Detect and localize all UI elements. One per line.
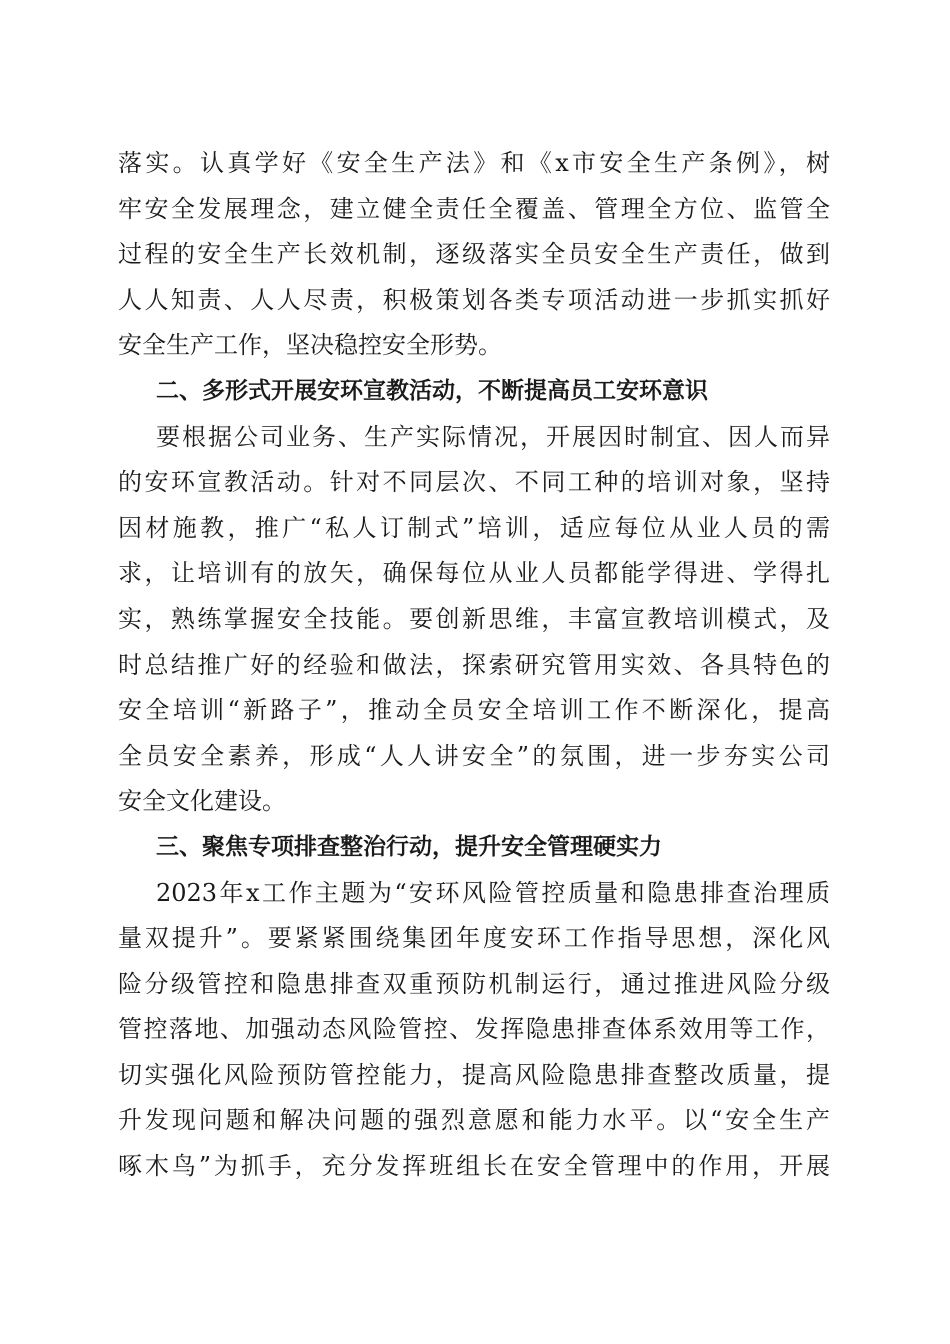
text-line: 安全文化建设。 <box>118 787 286 816</box>
text-line: 管控落地、加强动态风险管控、发挥隐患排查体系效用等工作， <box>118 1015 830 1044</box>
text-line: 人人知责、人人尽责，积极策划各类专项活动进一步抓实抓好 <box>118 285 830 314</box>
text-line: 的安环宣教活动。针对不同层次、不同工种的培训对象，坚持 <box>118 468 830 497</box>
text-line: 量双提升”。要紧紧围绕集团年度安环工作指导思想，深化风 <box>118 924 830 953</box>
text-line: 要根据公司业务、生产实际情况，开展因时制宜、因人而异 <box>156 422 830 451</box>
heading-text: 二、多形式开展安环宣教活动，不断提高员工安环意识 <box>156 377 708 404</box>
text-line: 落实。认真学好《安全生产法》和《x市安全生产条例》，树 <box>118 149 830 177</box>
text-line: 2023年x工作主题为“安环风险管控质量和隐患排查治理质 <box>156 878 830 907</box>
section-heading-2 <box>118 369 830 415</box>
text-line: 牢安全发展理念，建立健全责任全覆盖、管理全方位、监管全 <box>118 194 830 223</box>
text-line: 过程的安全生产长效机制，逐级落实全员安全生产责任，做到 <box>118 240 830 269</box>
text-line: 因材施教，推广“私人订制式”培训，适应每位从业人员的需 <box>118 513 830 542</box>
text-line: 求，让培训有的放矢，确保每位从业人员都能学得进、学得扎 <box>118 559 830 588</box>
paragraph-section-3 <box>118 871 830 1190</box>
heading-text: 三、聚焦专项排查整治行动，提升安全管理硬实力 <box>156 833 662 860</box>
document-body <box>118 141 830 1190</box>
text-line: 时总结推广好的经验和做法，探索研究管用实效、各具特色的 <box>118 650 830 679</box>
text-line: 啄木鸟”为抓手，充分发挥班组长在安全管理中的作用，开展 <box>118 1152 830 1181</box>
paragraph-continuation <box>118 141 830 369</box>
text-line: 安全培训“新路子”，推动全员安全培训工作不断深化，提高 <box>118 696 830 725</box>
paragraph-section-2 <box>118 415 830 825</box>
text-line: 升发现问题和解决问题的强烈意愿和能力水平。以“安全生产 <box>118 1106 830 1135</box>
text-line: 全员安全素养，形成“人人讲安全”的氛围，进一步夯实公司 <box>118 741 830 770</box>
text-line: 切实强化风险预防管控能力，提高风险隐患排查整改质量，提 <box>118 1060 830 1089</box>
text-line: 安全生产工作，坚决稳控安全形势。 <box>118 331 502 360</box>
text-line: 实，熟练掌握安全技能。要创新思维，丰富宣教培训模式，及 <box>118 604 830 633</box>
section-heading-3 <box>118 825 830 871</box>
text-line: 险分级管控和隐患排查双重预防机制运行，通过推进风险分级 <box>118 969 830 998</box>
